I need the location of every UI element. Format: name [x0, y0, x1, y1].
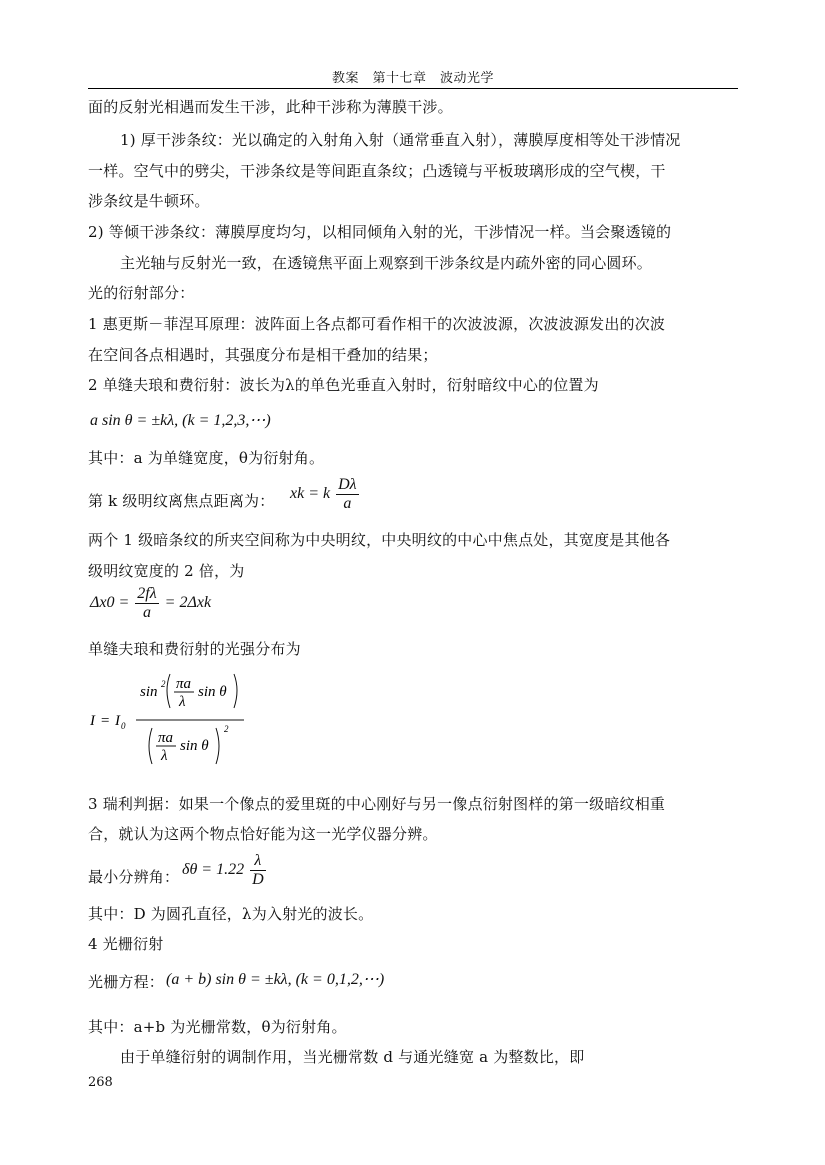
- formula-eq-text: =: [100, 713, 111, 729]
- text-line: 3 瑞利判据：如果一个像点的爱里斑的中心刚好与另一像点衍射图样的第一级暗纹相重: [88, 795, 666, 813]
- formula-grating: (a + b) sin θ = ±kλ, (k = 0,1,2,⋯): [166, 971, 385, 988]
- text-line: 2) 等倾干涉条纹：薄膜厚度均匀，以相同倾角入射的光，干涉情况一样。当会聚透镜的: [88, 223, 672, 241]
- paren-right: [234, 674, 237, 708]
- formula-sin-text: sin: [140, 684, 158, 700]
- text-line: 光的衍射部分：: [88, 284, 195, 302]
- paren-right-den: [216, 728, 219, 764]
- text-line: 其中：a+b 为光栅常数，θ为衍射角。: [88, 1018, 347, 1036]
- formula-lhs: δθ = 1.22: [182, 861, 245, 879]
- text-line: 一样。空气中的劈尖，干涉条纹是等间距直条纹；凸透镜与平板玻璃形成的空气楔，干: [88, 162, 666, 180]
- fraction-numerator: 2fλ: [137, 585, 157, 602]
- text-line: 4 光栅衍射: [88, 935, 164, 953]
- formula-intensity-svg: [88, 668, 258, 778]
- text-line: 主光轴与反射光一致，在透镜焦平面上观察到干涉条纹是内疏外密的同心圆环。: [120, 254, 653, 272]
- text-line: 合，就认为这两个物点恰好能为这一光学仪器分辨。: [88, 825, 438, 843]
- formula-bright-fringe: [290, 476, 361, 513]
- paren-left: [167, 674, 170, 708]
- page-header: 教案 第十七章 波动光学: [331, 71, 494, 86]
- text-line: 级明纹宽度的 2 倍，为: [88, 562, 245, 580]
- fraction-denominator: a: [336, 494, 358, 513]
- text-line: 两个 1 级暗条纹的所夹空间称为中央明纹，中央明纹的中心中焦点处，其宽度是其他各: [88, 531, 671, 549]
- text-line: 由于单缝衍射的调制作用，当光栅常数 d 与通光缝宽 a 为整数比，即: [120, 1048, 585, 1066]
- text-line: 在空间各点相遇时，其强度分布是相干叠加的结果；: [88, 346, 438, 364]
- fraction-denominator: a: [135, 603, 158, 622]
- text-line: 2 单缝夫琅和费衍射：波长为λ的单色光垂直入射时，衍射暗纹中心的位置为: [88, 376, 599, 394]
- text-line: 单缝夫琅和费衍射的光强分布为: [88, 640, 301, 658]
- fraction-numerator: Dλ: [338, 476, 357, 493]
- text-line: 其中：D 为圆孔直径，λ为入射光的波长。: [88, 905, 374, 923]
- text-line: 光栅方程：: [88, 973, 165, 991]
- formula-rhs: = 2Δxk: [164, 594, 212, 612]
- fraction: [336, 476, 358, 513]
- formula-intensity: [88, 668, 258, 778]
- paren-left-den: [149, 728, 152, 764]
- formula-lhs: Δx0 =: [90, 594, 130, 612]
- formula-pia-text: πa: [176, 676, 192, 692]
- text-line: 其中：a 为单缝宽度，θ为衍射角。: [88, 449, 325, 467]
- header-rule: [88, 88, 738, 89]
- formula-central-width: [90, 585, 211, 622]
- fraction: [250, 852, 266, 889]
- fraction-denominator: D: [252, 871, 264, 888]
- formula-i0-text: I: [115, 713, 120, 729]
- text-line: 涉条纹是牛顿环。: [88, 192, 210, 210]
- formula-pia-den: πa: [158, 730, 174, 746]
- formula-lhs: xk = k: [290, 485, 331, 503]
- formula-lambda-den: λ: [161, 748, 168, 764]
- fraction: [135, 585, 158, 622]
- fraction-numerator: λ: [254, 852, 262, 869]
- text-line: 1) 厚干涉条纹：光以确定的入射角入射（通常垂直入射），薄膜厚度相等处干涉情况: [120, 131, 681, 149]
- text-line: 第 k 级明纹离焦点距离为：: [88, 492, 275, 510]
- formula-rayleigh: [182, 852, 268, 889]
- formula-sintheta-text: sin θ: [198, 684, 227, 700]
- text-line: 面的反射光相遇而发生干涉，此种干涉称为薄膜干涉。: [88, 98, 453, 116]
- formula-sintheta-den: sin θ: [180, 738, 209, 754]
- formula-lhs-text: I: [90, 713, 95, 729]
- formula-sup-2: 2: [161, 679, 166, 689]
- formula-sup-2-den: 2: [224, 724, 229, 734]
- text-line: 最小分辨角：: [88, 868, 180, 886]
- formula-i0-sub: 0: [121, 721, 126, 731]
- formula-lambda-text: λ: [179, 694, 186, 710]
- text-line: 1 惠更斯－菲涅耳原理：波阵面上各点都可看作相干的次波波源，次波波源发出的次波: [88, 315, 666, 333]
- page-number: 268: [88, 1075, 113, 1090]
- formula-dark-fringe: a sin θ = ±kλ, (k = 1,2,3,⋯): [90, 412, 271, 429]
